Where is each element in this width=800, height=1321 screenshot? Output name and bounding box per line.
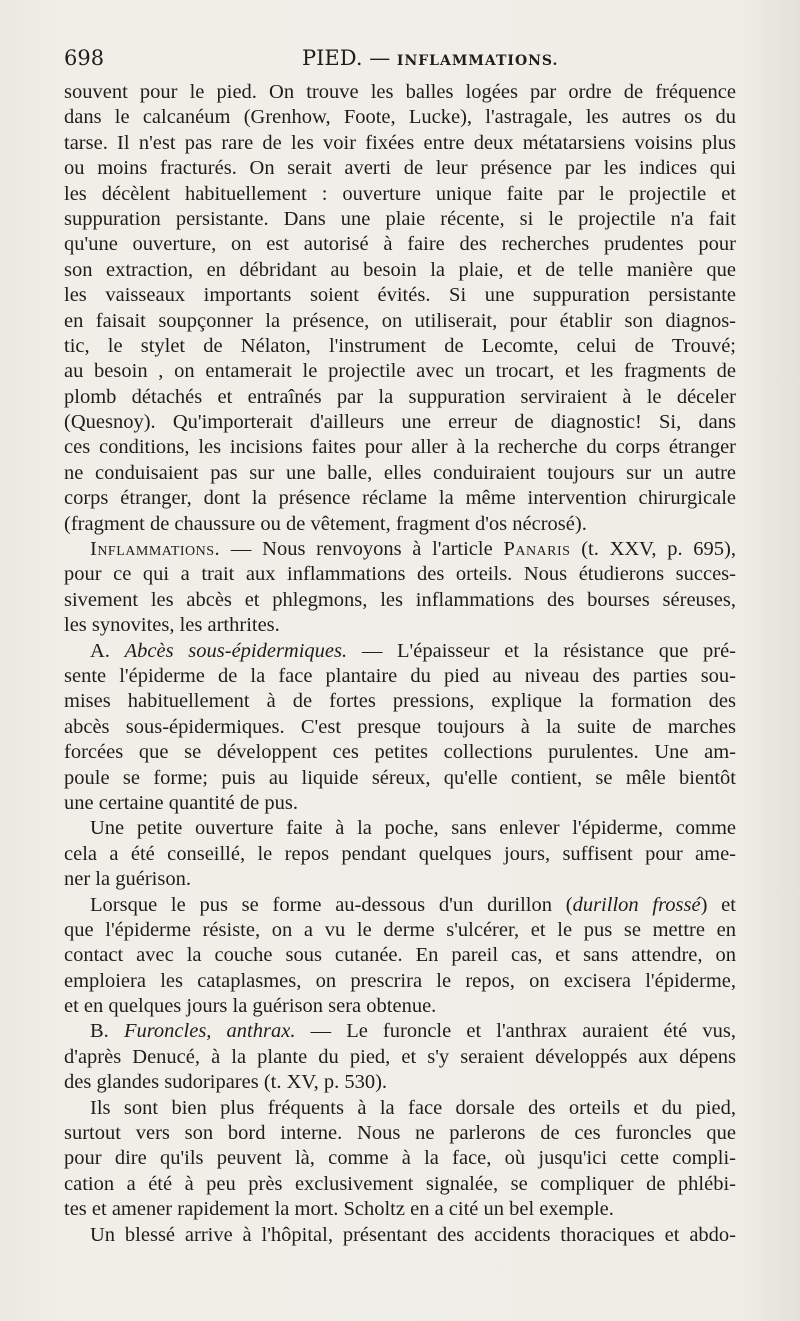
text-line: les décèlent habituellement : ouverture unique faite par le projectile et <box>64 182 736 205</box>
text-line: mises habituellement à de fortes pressions, explique la formation des <box>64 690 736 713</box>
furoncles-letter: B. <box>90 1020 109 1043</box>
durillon-text: Lorsque le pus se forme au-dessous d'un durillon ( <box>90 893 573 916</box>
page-number: 698 <box>64 46 105 70</box>
durillon-text-end: ) et <box>700 893 736 916</box>
inflammations-heading-line <box>64 537 736 562</box>
text-line: et en quelques jours la guérison sera obtenue. <box>64 995 437 1018</box>
text-line: contact avec la couche sous cutanée. En pareil cas, et sans attendre, on <box>64 944 736 967</box>
text-line: dans le calcanéum (Grenhow, Foote, Lucke), l'astragale, les autres os du <box>64 106 736 129</box>
inflammations-ref-text: (t. XXV, p. 695), <box>570 538 736 561</box>
text-line: ner la guérison. <box>64 868 191 891</box>
abces-title: Abcès sous-épidermiques. <box>124 639 348 662</box>
text-line: emploiera les cataplasmes, on prescrira le repos, on excisera l'épiderme, <box>64 969 736 992</box>
text-line: ces conditions, les incisions faites pour aller à la recherche du corps étranger <box>64 436 736 459</box>
text-line: cation a été à peu près exclusivement signalée, se compliquer de phlébi- <box>64 1172 736 1195</box>
text-line: suppuration persistante. Dans une plaie récente, si le projectile n'a fait <box>64 207 736 230</box>
text-line: d'après Denucé, à la plante du pied, et s'y seraient développés aux dépens <box>64 1045 736 1068</box>
durillon-line <box>64 893 736 918</box>
text-line: poule se forme; puis au liquide séreux, qu'elle contient, se mêle bientôt <box>64 766 736 789</box>
abces-text: — L'épaisseur et la résistance que pré- <box>347 639 737 662</box>
durillon-italic: durillon frossé <box>572 893 701 916</box>
running-title-section: INFLAMMATIONS. <box>396 53 559 69</box>
text-line: Un blessé arrive à l'hôpital, présentant des accidents thoraciques et abdo- <box>90 1223 736 1246</box>
text-line: tarse. Il n'est pas rare de les voir fixées entre deux métatarsiens voisins plus <box>64 131 736 154</box>
text-line: les vaisseaux importants soient évités. Si une suppuration persistante <box>64 284 736 307</box>
text-line: pour ce qui a trait aux inflammations des orteils. Nous étudierons succes- <box>64 563 736 586</box>
running-title-main: PIED. — <box>302 46 391 70</box>
text-line: souvent pour le pied. On trouve les balles logées par ordre de fréquence <box>64 81 736 103</box>
text-line: au besoin , on entamerait le projectile avec un trocart, et les fragments de <box>64 360 736 383</box>
text-line: corps étranger, dont la présence réclame la même intervention chirurgicale <box>64 487 736 510</box>
text-line: plomb détachés et entraînés par la suppuration serviraient à le déceler <box>64 385 736 408</box>
text-line: forcées que se développent ces petites collections purulentes. Une am- <box>64 741 736 764</box>
text-line: que l'épiderme résiste, on a vu le derme s'ulcérer, et le pus se mettre en <box>64 918 736 941</box>
furoncles-heading-line <box>64 1019 736 1044</box>
text-line: ne conduisaient pas sur une balle, elles conduiraient toujours sur un autre <box>64 461 736 484</box>
text-line: ou moins fracturés. On serait averti de leur présence par les indices qui <box>64 157 736 180</box>
text-line: des glandes sudoripares (t. XV, p. 530). <box>64 1071 388 1094</box>
text-line: tic, le stylet de Nélaton, l'instrument de Lecomte, celui de Trouvé; <box>64 334 736 357</box>
text-line: les synovites, les arthrites. <box>64 614 280 637</box>
furoncles-title: Furoncles, anthrax. <box>123 1020 296 1043</box>
text-line: sente l'épiderme de la face plantaire du pied au niveau des parties sou- <box>64 664 736 687</box>
running-header <box>64 46 736 74</box>
inflammations-label: Inflammations. <box>90 538 221 561</box>
text-line: cela a été conseillé, le repos pendant quelques jours, suffisent pour ame- <box>64 842 736 865</box>
text-line: en faisait soupçonner la présence, on utiliserait, pour établir son diagnos- <box>64 309 736 332</box>
inflammations-text: — Nous renvoyons à l'article <box>220 538 504 561</box>
text-line: son extraction, en débridant au besoin la plaie, et de telle manière que <box>64 258 736 281</box>
text-line: Une petite ouverture faite à la poche, sans enlever l'épiderme, comme <box>90 817 736 840</box>
text-line: sivement les abcès et phlegmons, les inflammations des bourses séreuses, <box>64 588 736 611</box>
text-line: Ils sont bien plus fréquents à la face dorsale des orteils et du pied, <box>90 1096 736 1119</box>
abces-letter: A. <box>90 639 110 662</box>
abces-heading-line <box>64 639 736 664</box>
text-line: une certaine quantité de pus. <box>64 791 298 814</box>
text-line: pour dire qu'ils peuvent là, comme à la face, où jusqu'ici cette compli- <box>64 1147 736 1170</box>
body-text <box>64 80 736 1248</box>
furoncles-text: — Le furoncle et l'anthrax auraient été vus, <box>295 1020 736 1043</box>
text-line: (fragment de chaussure ou de vêtement, fragment d'os nécrosé). <box>64 512 587 535</box>
text-line: abcès sous-épidermiques. C'est presque toujours à la suite de marches <box>64 715 736 738</box>
panaris-reference: Panaris <box>503 538 571 561</box>
text-line: (Quesnoy). Qu'importerait d'ailleurs une erreur de diagnostic! Si, dans <box>64 411 736 434</box>
running-title <box>302 46 558 70</box>
text-line: qu'une ouverture, on est autorisé à faire des recherches prudentes pour <box>64 233 736 256</box>
text-line: tes et amener rapidement la mort. Scholtz en a cité un bel exemple. <box>64 1198 614 1221</box>
text-line: surtout vers son bord interne. Nous ne parlerons de ces furoncles que <box>64 1122 736 1145</box>
